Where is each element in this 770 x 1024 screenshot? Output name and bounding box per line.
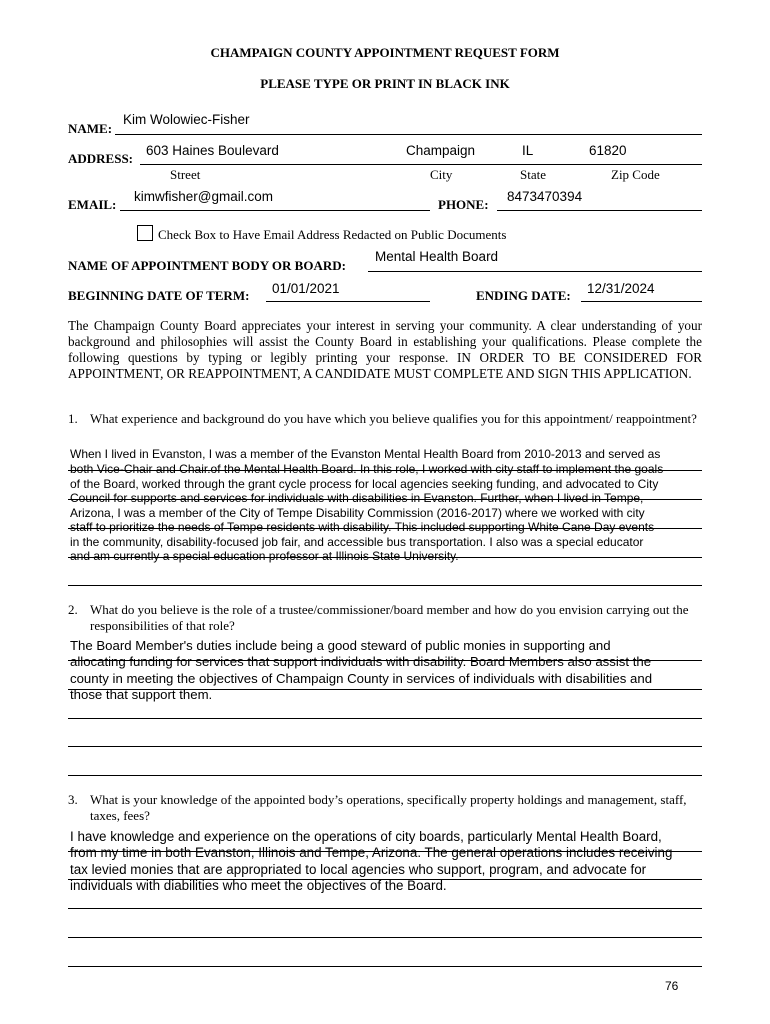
answer-2-line-1[interactable]: The Board Member's duties include being a good steward of public monies in supporting and — [70, 638, 611, 653]
end-date-field[interactable]: 12/31/2024 — [587, 281, 655, 296]
city-caption: City — [430, 167, 453, 182]
phone-label: PHONE: — [438, 197, 489, 212]
question-1 — [68, 411, 702, 427]
page-number: 76 — [665, 979, 679, 993]
end-date-label: ENDING DATE: — [476, 288, 571, 303]
answer-1-line-3[interactable]: of the Board, worked through the grant cycle process for local agencies seeking funding, and advocated to City — [70, 477, 659, 491]
answer-2-line-3[interactable]: county in meeting the objectives of Champaign County in services of individuals with disabilities and — [70, 671, 653, 686]
question-text: What do you believe is the role of a trustee/commissioner/board member and how do you envision carrying out the responsibilities of that role? — [90, 602, 689, 633]
answer-1-rule — [68, 470, 702, 471]
answer-3-line-2[interactable]: from my time in both Evanston, Illinois and Tempe, Arizona. The general operations includes receiving — [70, 845, 673, 860]
name-label: NAME: — [68, 121, 113, 136]
email-label: EMAIL: — [68, 197, 117, 212]
answer-1-rule — [68, 499, 702, 500]
answer-2-rule — [68, 660, 702, 661]
question-number: 2. — [68, 602, 78, 617]
begin-date-underline — [266, 301, 430, 302]
form-title: CHAMPAIGN COUNTY APPOINTMENT REQUEST FORM — [210, 45, 560, 60]
board-label: NAME OF APPOINTMENT BODY OR BOARD: — [68, 258, 346, 273]
answer-3-line-4[interactable]: individuals with diabilities who meet the objectives of the Board. — [70, 878, 447, 893]
answer-3-rule — [68, 966, 702, 967]
question-number: 3. — [68, 792, 78, 807]
state-field[interactable]: IL — [522, 143, 534, 158]
answer-1-line-5[interactable]: Arizona, I was a member of the City of Tempe Disability Commission (2016-2017) where we worked with city — [70, 506, 645, 520]
answer-1-line-2[interactable]: both Vice-Chair and Chair.of the Mental Health Board. In this role, I worked with city staff to implement the goals — [70, 462, 664, 476]
question-text: What experience and background do you have which you believe qualifies you for this appointment/ reappointment? — [90, 411, 697, 426]
answer-1-rule — [68, 585, 702, 586]
answer-3-line-1[interactable]: I have knowledge and experience on the operations of city boards, particularly Mental Health Board, — [70, 829, 662, 844]
answer-2-rule — [68, 718, 702, 719]
answer-3-rule — [68, 937, 702, 938]
answer-3-line-3[interactable]: tax levied monies that are appropriated to local agencies who support, program, and advocate for — [70, 862, 647, 877]
address-label: ADDRESS: — [68, 151, 134, 166]
state-caption: State — [520, 167, 546, 182]
email-field[interactable]: kimwfisher@gmail.com — [134, 189, 273, 204]
answer-1-rule — [68, 557, 702, 558]
street-caption: Street — [170, 167, 201, 182]
city-field[interactable]: Champaign — [406, 143, 476, 158]
zip-caption: Zip Code — [611, 167, 660, 182]
begin-date-field[interactable]: 01/01/2021 — [272, 281, 340, 296]
answer-2-rule — [68, 775, 702, 776]
answer-1-line-6[interactable]: staff to prioritize the needs of Tempe residents with disability. This included supporting White Cane Day events — [70, 520, 655, 534]
question-number: 1. — [68, 411, 78, 426]
answer-1-line-8[interactable]: and am currently a special education professor at Illinois State University. — [70, 549, 459, 563]
question-3 — [68, 792, 702, 824]
redact-email-label: Check Box to Have Email Address Redacted on Public Documents — [158, 227, 507, 242]
answer-2-line-4[interactable]: those that support them. — [70, 687, 213, 702]
zip-field[interactable]: 61820 — [589, 143, 627, 158]
board-field[interactable]: Mental Health Board — [375, 249, 499, 264]
answer-1-line-4[interactable]: Council for supports and services for individuals with disabilities in Evanston. Further, when I lived in Tempe, — [70, 491, 644, 505]
address-underline — [140, 164, 702, 165]
redact-email-checkbox[interactable] — [137, 225, 153, 241]
end-date-underline — [581, 301, 702, 302]
begin-date-label: BEGINNING DATE OF TERM: — [68, 288, 250, 303]
answer-2-rule — [68, 689, 702, 690]
street-field[interactable]: 603 Haines Boulevard — [146, 143, 279, 158]
answer-2-line-2[interactable]: allocating funding for services that support individuals with disability. Board Members also assist the — [70, 654, 652, 669]
phone-field[interactable]: 8473470394 — [507, 189, 583, 204]
answer-1-line-7[interactable]: in the community, disability-focused job fair, and accessible bus transportation. I also was a special educator — [70, 535, 644, 549]
question-text: What is your knowledge of the appointed body’s operations, specifically property holdings and management, staff, taxes, fees? — [90, 792, 687, 823]
answer-3-rule — [68, 879, 702, 880]
answer-1-rule — [68, 528, 702, 529]
board-underline — [368, 271, 702, 272]
email-underline — [120, 210, 430, 211]
intro-paragraph: The Champaign County Board appreciates your interest in serving your community. A clear understanding of your background and philosophies will assist the County Board in establishing your qualifications. Please complete the following questions by typing or legibly printing your response. IN ORDER TO BE CONSIDERED FOR APPOINTMENT, OR REAPPOINTMENT, A CANDIDATE MUST COMPLETE AND SIGN THIS APPLICATION. — [68, 318, 702, 381]
form-subtitle: PLEASE TYPE OR PRINT IN BLACK INK — [260, 76, 510, 91]
answer-1-line-1[interactable]: When I lived in Evanston, I was a member of the Evanston Mental Health Board from 2010-2013 and served as — [70, 447, 661, 461]
answer-3-rule — [68, 851, 702, 852]
phone-underline — [497, 210, 702, 211]
answer-3-rule — [68, 908, 702, 909]
name-underline — [115, 134, 702, 135]
name-field[interactable]: Kim Wolowiec-Fisher — [123, 112, 250, 127]
answer-2-rule — [68, 746, 702, 747]
question-2 — [68, 602, 702, 634]
